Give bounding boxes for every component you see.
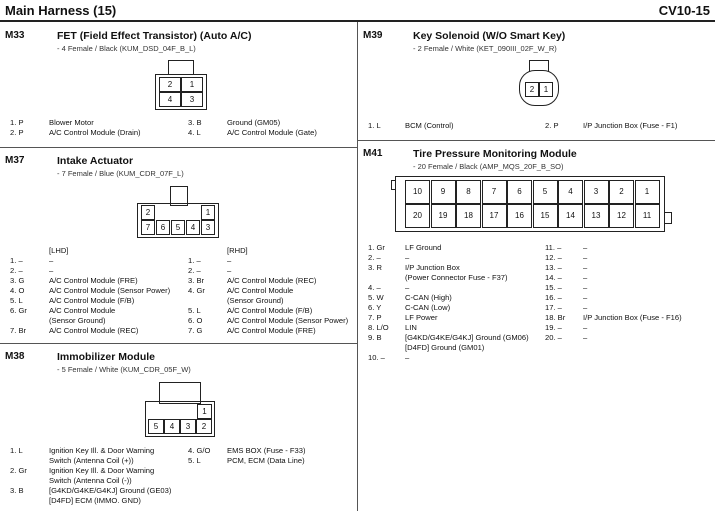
connector-key (391, 180, 396, 190)
pin-cell: 1 (539, 82, 553, 97)
pin-label: 1. L (368, 121, 381, 130)
pin-cell: 1 (201, 205, 215, 220)
pin-description: – (583, 293, 588, 302)
pin-description: – (583, 323, 588, 332)
pin-cell: 6 (507, 180, 532, 204)
pin-label: 2. – (368, 253, 381, 262)
pin-description: A/C Control Module (Sensor Power) (227, 316, 349, 325)
pin-label: 1. – (10, 256, 23, 265)
pin-label: 20. – (545, 333, 562, 342)
pin-label: 3. R (368, 263, 382, 272)
pin-cell: 1 (197, 404, 212, 419)
pin-cell: 3 (181, 92, 203, 107)
pin-label: 2. Gr (10, 466, 27, 475)
column-divider (357, 22, 358, 511)
connector-latch (664, 212, 672, 224)
pin-description: (Power Connector Fuse - F37) (405, 273, 508, 282)
connector-diagram (145, 382, 215, 437)
pin-description: A/C Control Module (Drain) (49, 128, 141, 137)
pin-description: – (405, 253, 410, 262)
pin-cell: 9 (431, 180, 456, 204)
pin-description: – (583, 283, 588, 292)
pin-cell: 13 (584, 204, 609, 228)
pin-cell: 2 (196, 419, 212, 434)
pin-label: 3. B (10, 486, 24, 495)
pin-description: – (583, 263, 588, 272)
connector-id: M39 (363, 30, 383, 41)
connector-spec: - 5 Female / White (KUM_CDR_05F_W) (57, 365, 191, 374)
pin-description: EMS BOX (Fuse - F33) (227, 446, 306, 455)
pin-cell: 12 (609, 204, 634, 228)
pin-label: 18. Br (545, 313, 566, 322)
pin-cell: 5 (533, 180, 558, 204)
connector-spec: - 4 Female / Black (KUM_DSD_04F_B_L) (57, 44, 196, 53)
pin-label: 1. Gr (368, 243, 385, 252)
connector-id: M37 (5, 155, 25, 166)
pin-label: 3. Br (188, 276, 205, 285)
pin-description: A/C Control Module (FRE) (49, 276, 138, 285)
pin-cell: 4 (186, 220, 200, 235)
pin-cell: 7 (482, 180, 507, 204)
connector-title: Key Solenoid (W/O Smart Key) (413, 30, 566, 42)
pin-description: – (405, 353, 410, 362)
pin-cell: 10 (405, 180, 430, 204)
pin-cell: 17 (482, 204, 507, 228)
pin-description: – (405, 283, 410, 292)
pin-label: 5. L (188, 456, 201, 465)
pin-description: I/P Junction Box (Fuse - F1) (583, 121, 678, 130)
pin-description: – (583, 253, 588, 262)
pin-cell: 4 (159, 92, 181, 107)
pin-description: A/C Control Module (49, 306, 116, 315)
connector-title: FET (Field Effect Transistor) (Auto A/C) (57, 30, 252, 42)
connector-diagram (137, 186, 219, 238)
pin-label: 1. L (10, 446, 23, 455)
pin-label: 4. G/O (188, 446, 211, 455)
pin-label: 6. O (188, 316, 203, 325)
pin-cell: 1 (635, 180, 660, 204)
pin-label: 5. L (10, 296, 23, 305)
pin-description: Switch (Antenna Coil (+)) (49, 456, 134, 465)
section-divider (0, 147, 357, 148)
connector-spec: - 2 Female / White (KET_090III_02F_W_R) (413, 44, 557, 53)
pin-description: A/C Control Module (FRE) (227, 326, 316, 335)
pin-label: 16. – (545, 293, 562, 302)
connector-diagram (395, 176, 675, 232)
pin-description: – (583, 273, 588, 282)
pin-description: – (583, 333, 588, 342)
pin-label: 2. P (10, 128, 24, 137)
pin-description: PCM, ECM (Data Line) (227, 456, 305, 465)
section-divider (357, 140, 715, 141)
pin-label: 5. W (368, 293, 384, 302)
pin-label: 5. L (188, 306, 201, 315)
pin-label: 7. Br (10, 326, 27, 335)
pin-description: C-CAN (High) (405, 293, 452, 302)
connector-id: M41 (363, 148, 383, 159)
pin-description: A/C Control Module (Sensor Power) (49, 286, 171, 295)
pin-label: 2. P (545, 121, 559, 130)
pin-label: 4. – (368, 283, 381, 292)
connector-spec: - 20 Female / Black (AMP_MQS_20F_B_SO) (413, 162, 564, 171)
pin-cell: 15 (533, 204, 558, 228)
pin-description: I/P Junction Box (Fuse - F16) (583, 313, 682, 322)
pin-description: [D4FD] Ground (GM01) (405, 343, 485, 352)
connector-id: M38 (5, 351, 25, 362)
pin-label: 3. B (188, 118, 202, 127)
variant-label-lhd: [LHD] (49, 246, 69, 255)
pin-label: 10. – (368, 353, 385, 362)
pin-cell: 19 (431, 204, 456, 228)
pin-cell: 3 (180, 419, 196, 434)
connector-latch (168, 60, 194, 75)
pin-cell: 4 (164, 419, 180, 434)
page-code: CV10-15 (658, 3, 710, 18)
pin-label: 8. L/O (368, 323, 389, 332)
connector-spec: - 7 Female / Blue (KUM_CDR_07F_L) (57, 169, 184, 178)
pin-description: Ignition Key Ill. & Door Warning (49, 466, 155, 475)
pin-label: 11. – (545, 243, 562, 252)
pin-cell: 3 (584, 180, 609, 204)
pin-cell: 8 (456, 180, 481, 204)
pin-description: A/C Control Module (REC) (227, 276, 317, 285)
pin-description: – (227, 256, 232, 265)
pin-description: [G4KD/G4KE/G4KJ] Ground (GM06) (405, 333, 529, 342)
pin-description: – (49, 266, 54, 275)
pin-label: 14. – (545, 273, 562, 282)
pin-cell: 3 (201, 220, 215, 235)
pin-cell: 4 (558, 180, 583, 204)
pin-description: Blower Motor (49, 118, 94, 127)
pin-cell: 18 (456, 204, 481, 228)
pin-cell: 2 (609, 180, 634, 204)
pin-description: – (227, 266, 232, 275)
pin-cell: 14 (558, 204, 583, 228)
pin-label: 4. L (188, 128, 201, 137)
pin-description: A/C Control Module (227, 286, 294, 295)
pin-cell: 11 (635, 204, 660, 228)
connector-title: Tire Pressure Monitoring Module (413, 148, 577, 160)
pin-description: [G4KD/G4KE/G4KJ] Ground (GE03) (49, 486, 172, 495)
pin-cell: 2 (525, 82, 539, 97)
pin-label: 1. P (10, 118, 24, 127)
pin-label: 4. Gr (188, 286, 205, 295)
variant-label-rhd: [RHD] (227, 246, 248, 255)
pin-cell: 6 (156, 220, 170, 235)
page-title: Main Harness (15) (5, 3, 117, 18)
pin-description: – (583, 303, 588, 312)
pin-label: 2. – (10, 266, 23, 275)
connector-diagram (155, 60, 207, 110)
pin-label: 2. – (188, 266, 201, 275)
pin-label: 12. – (545, 253, 562, 262)
connector-title: Intake Actuator (57, 155, 134, 167)
pin-label: 9. B (368, 333, 382, 342)
page-header (0, 0, 715, 22)
pin-description: A/C Control Module (F/B) (49, 296, 135, 305)
connector-diagram (519, 60, 559, 106)
connector-id: M33 (5, 30, 25, 41)
pin-cell: 16 (507, 204, 532, 228)
pin-description: Ignition Key Ill. & Door Warning (49, 446, 155, 455)
pin-description: BCM (Control) (405, 121, 454, 130)
connector-title: Immobilizer Module (57, 351, 156, 363)
pin-label: 6. Y (368, 303, 382, 312)
pin-description: I/P Junction Box (405, 263, 460, 272)
pin-label: 4. O (10, 286, 25, 295)
pin-cell: 5 (148, 419, 164, 434)
pin-label: 3. G (10, 276, 25, 285)
pin-description: – (49, 256, 54, 265)
pin-description: A/C Control Module (Gate) (227, 128, 317, 137)
pin-label: 17. – (545, 303, 562, 312)
pin-description: LIN (405, 323, 417, 332)
pin-cell: 1 (181, 77, 203, 92)
pin-description: A/C Control Module (F/B) (227, 306, 313, 315)
pin-description: LF Power (405, 313, 438, 322)
pin-cell: 20 (405, 204, 430, 228)
pin-cell: 7 (141, 220, 155, 235)
pin-label: 19. – (545, 323, 562, 332)
pin-label: 7. G (188, 326, 203, 335)
pin-label: 15. – (545, 283, 562, 292)
pin-label: 1. – (188, 256, 201, 265)
pin-description: C-CAN (Low) (405, 303, 451, 312)
pin-label: 6. Gr (10, 306, 27, 315)
pin-label: 13. – (545, 263, 562, 272)
pin-description: Switch (Antenna Coil (-)) (49, 476, 132, 485)
pin-cell: 2 (159, 77, 181, 92)
pin-description: [D4FD] ECM (IMMO. GND) (49, 496, 141, 505)
pin-cell: 2 (141, 205, 155, 220)
pin-description: LF Ground (405, 243, 442, 252)
pin-description: – (583, 243, 588, 252)
pin-description: (Sensor Ground) (227, 296, 284, 305)
section-divider (0, 343, 357, 344)
pin-cell: 5 (171, 220, 185, 235)
pin-description: (Sensor Ground) (49, 316, 106, 325)
pin-description: A/C Control Module (REC) (49, 326, 139, 335)
pin-description: Ground (GM05) (227, 118, 281, 127)
pin-label: 7. P (368, 313, 382, 322)
